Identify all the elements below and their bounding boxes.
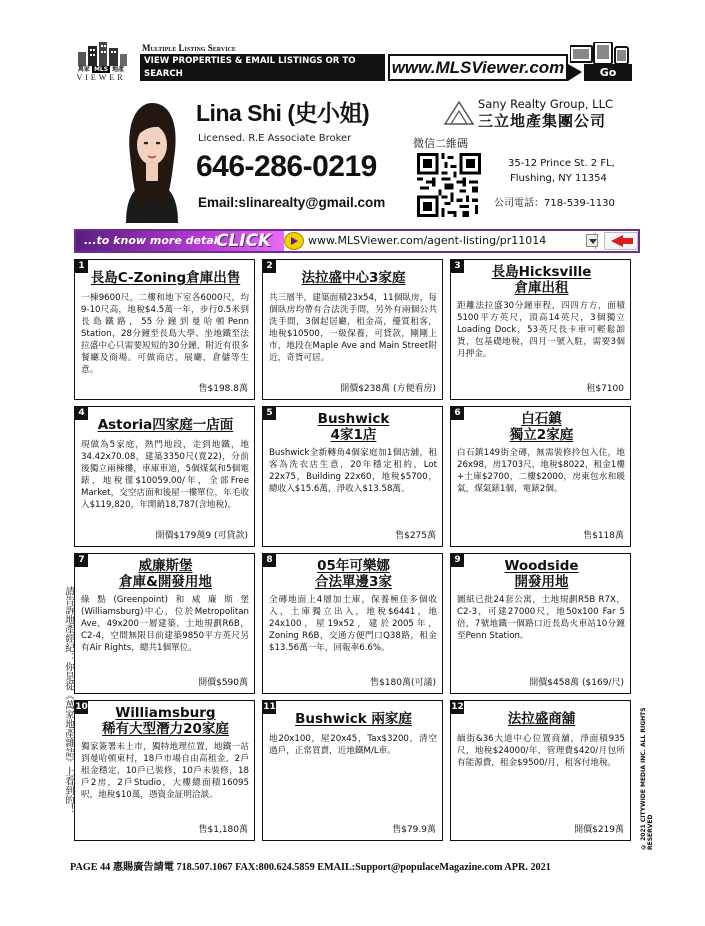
listing-number: 4 [75,407,88,420]
banner-line-2b: 24/7 A DAY, 365 [269,82,358,93]
service-title: Multiple Listing Service [142,43,236,53]
listing-title: Williamsburg 稀有大型潛力20家庭 [102,705,229,737]
listing-description: 獨家簽署未上市，獨特地理位置，地鐵一站到曼哈頓東村，18戶市場自由高租金，2戶租金穩定，10戶已裝修，10戶未裝修，18戶2房，2戶Studio，大樓總面積16095呎，地稅$10萬，憑資金証明洽談。 [81,742,249,800]
reader-reminder: 請告訴地產經紀：你是從《萬家地產雜誌》上看到的！ [63,586,74,814]
listing-price: 開價$219萬 [574,825,624,835]
arrow-right-circle-icon[interactable] [284,232,304,250]
logo-cn-left: 萬家 [77,66,90,73]
listing-price: 租$7100 [586,384,624,394]
click-label: CLICK [216,231,272,251]
listing-title: Astoria四家庭一店面 [97,417,234,433]
listing-number: 5 [263,407,276,420]
logo-box-text: MLS [93,66,109,73]
listing-number: 10 [75,702,88,712]
listing-title: 長島C-Zoning倉庫出售 [90,270,241,286]
listing-title: 法拉盛中心3家庭 [301,270,406,286]
copyright-notice: © 2021 CITYWIDE MEDIA INC. ALL RIGHTS RESERVED [640,707,654,850]
listing-number: 1 [75,260,88,273]
page-footer: PAGE 44 惠賜廣告請電 718.507.1067 FAX:800.624.5859 EMAIL:Support@populaceMagazine.com APR. 2021 [70,862,551,873]
listing-description: 綠點(Greenpoint)和威廉斯堡(Williamsburg)中心，位於Metropolitan Ave，49x200一層建築，土地規劃R6B，C2-4，空間無限目前建築9850平方英尺另有Air Rights，總共1個單位。 [81,595,249,653]
agent-email[interactable]: Email:slinarealty@gmail.com [198,195,386,210]
listing-number: 8 [263,554,276,567]
listing-card-8[interactable] [262,553,443,694]
listing-description: 圖紙已批24套公寓，土地規劃R5B R7X，C2-3，可建27000尺，地50x100 Far 5倍，7號地鐵一個路口近長島火車站10分鐘至Penn Station。 [457,595,625,641]
listing-description: 一棟9600尺，二樓和地下室各6000尺，均9-10尺高，地稅$4.5萬一年，步行0.5米到長島鐵路，55分鐘到曼哈頓Penn Station，28分鐘至長島大學、坐地鐵至法拉盛中心只需要短短的30分鐘，附近有很多餐廳及商場。可做商店，展廳，倉儲等生意。 [81,293,249,375]
listing-price: 售$198.8萬 [198,384,248,394]
listing-title: Woodside 開發用地 [504,558,579,590]
listing-number: 2 [263,260,276,273]
listing-card-10[interactable] [74,700,255,841]
go-label: Go [584,64,632,81]
listing-price: 開價$238萬 (方便看房) [340,384,436,394]
listing-card-9[interactable] [450,553,631,694]
listing-description: 距離法拉盛30分鐘車程，四四方方，面積5100平方英尺，頂高14英尺，3個獨立Loading Dock，53英尺長卡車可輕鬆卸貨，包基礎地稅，四月一號入駐，需要3個月押金。 [457,301,625,359]
listing-card-12[interactable] [450,700,631,841]
company-logo-icon [443,98,475,126]
listing-card-4[interactable] [74,406,255,547]
devices-icon [570,42,630,66]
company-address-line1: 35-12 Prince St. 2 FL, [508,158,615,169]
listing-description: 共三層半，建築面積23x54，11個臥房，每個臥房均帶有合法洗手間，另外有兩個公共洗手間，3個起居廳，租金高，優質租客，地稅$10500，一級保養，可貸款，剛剛上市，地段在Maple Ave and Main Street附近，奇貨可居。 [269,293,437,363]
site-url-link[interactable]: www.MLSViewer.com [388,54,568,81]
listing-description: Bushwick全新轉角4個家庭加1個店舖，租客為洗衣店生意，20年穩定租約，Lot 22x75，Building 22x60，地稅$5700，總收入$15.6萬，淨收入$13.58萬。 [269,448,437,494]
listing-number: 6 [451,407,464,420]
listing-card-5[interactable] [262,406,443,547]
detail-prompt-area[interactable] [76,231,284,251]
mls-viewer-logo[interactable] [70,42,132,82]
listing-price: 售$79.9萬 [392,825,436,835]
company-name: Sany Realty Group, LLC [478,97,614,111]
listing-card-2[interactable] [262,259,443,400]
agent-license: Licensed. R.E Associate Broker [198,133,352,144]
company-name-cn: 三立地產集團公司 [478,112,607,130]
agent-link-bar [74,229,640,253]
listing-number: 3 [451,260,464,273]
agent-listing-url[interactable]: www.MLSViewer.com/agent-listing/pr11014 [308,233,596,249]
back-arrow-icon[interactable] [604,232,638,250]
agent-phone[interactable]: 646-286-0219 [196,150,377,183]
service-banner [140,54,385,93]
listing-number: 9 [451,554,464,567]
listing-title: Bushwick 兩家庭 [295,711,412,727]
listing-price: 售$180萬(可議) [370,678,436,688]
wechat-qr-code[interactable] [417,153,481,217]
agent-name: Lina Shi (史小姐) [196,100,370,126]
listing-card-1[interactable] [74,259,255,400]
listing-card-7[interactable] [74,553,255,694]
listing-card-3[interactable] [450,259,631,400]
listing-price: 售$275萬 [395,531,436,541]
listing-title: 長島Hicksville 倉庫出租 [491,264,592,296]
listing-title: 05年可樂娜 合法單邊3家 [315,558,392,590]
masthead [70,42,635,93]
company-phone[interactable]: 公司電話：718-539-1130 [494,198,615,209]
listing-price: 開價$179萬9 (可貸款) [155,531,248,541]
listing-price: 開價$590萬 [198,678,248,688]
listing-description: 緬街&36大道中心位置商舖，淨面積935尺，地稅$24000/年，管理費$420/月包所有能源費，租金$9500/月，租客付地稅。 [457,734,625,768]
building-icon [76,42,128,66]
agent-photo [112,95,192,223]
listing-card-11[interactable] [262,700,443,841]
detail-prompt: ...to know more detail [84,234,222,247]
logo-caption [70,64,132,73]
listing-description: 白石鎮149街全磚，無需裝修拎包入住，地26x98，房1703尺，地稅$8022，租金1樓+土庫$2700，二樓$2000，房東包水和暖氣，煤氣錶1個，電錶2個。 [457,448,625,494]
listing-description: 現做為5家庭，熱門地段，走到地鐵，地34.42x70.08，建築3350尺(寬22)，分前後獨立兩棟樓，車庫車道，5個煤氣和5個電錶，地稅僅$10059.00/年，全部Free Market，交空店面和後屋一樓單位，年毛收入$119,820，年開銷18,787(含地稅)。 [81,440,249,510]
listing-description: 地20x100，屋20x45，Tax$3200，清空過戶，正常買賣，近地鐵M/L車。 [269,734,437,756]
listing-number: 11 [263,702,276,712]
go-arrow-icon [568,64,582,81]
listing-title: 白石鎮 獨立2家庭 [509,411,574,443]
wechat-label: 微信二維碼 [413,137,468,150]
company-address-line2: Flushing, NY 11354 [510,173,607,184]
listing-card-6[interactable] [450,406,631,547]
listing-number: 12 [451,702,464,712]
listing-description: 全磚地面上4層加土庫，保養極佳多個收入，土庫獨立出入，地稅$6441，地24x100，屋19x52，建於2005年，Zoning R6B，交通方便門口Q38路，租金$13.56萬一年，回報率6.6%。 [269,595,437,653]
listing-title: Bushwick 4家1店 [317,411,390,443]
banner-line-2a: ANY SERVICE PROVIDERS [144,83,270,93]
go-button[interactable] [566,42,636,81]
listing-title: 威廉斯堡 倉庫&開發用地 [119,558,212,590]
listing-price: 開價$458萬 ($169/尺) [529,678,624,688]
logo-word: VIEWER [76,73,126,82]
listing-title: 法拉盛商舖 [507,711,576,727]
listing-number: 7 [75,554,88,567]
listing-price: 售$118萬 [583,531,624,541]
listing-price: 售$1,180萬 [198,825,248,835]
logo-cn-right: 地產 [112,66,125,73]
url-dropdown-icon[interactable] [586,234,598,247]
banner-line-1: VIEW PROPERTIES & EMAIL LISTINGS OR TO SEARCH [144,56,356,79]
